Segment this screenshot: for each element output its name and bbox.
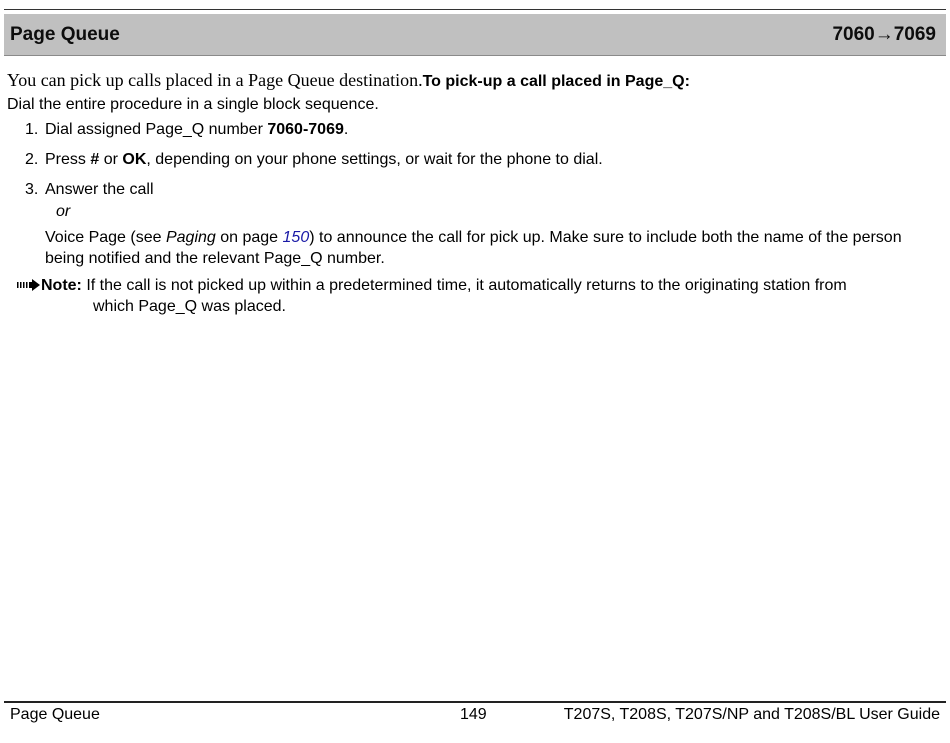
procedure-heading: To pick-up a call placed in Page_Q: [422,73,690,90]
step-2 [25,150,937,169]
section-title: Page Queue [10,24,120,45]
note-first-line [17,275,937,296]
voice-text-post: ) to announce the call for pick up. Make sure to include both the name of the person being notified and the relevant Page_Q number. [45,229,902,267]
footer-rule [4,701,946,703]
code-range [832,24,936,46]
guide-title: T207S, T208S, T207S/NP and T208S/BL User Guide [563,706,940,723]
step-text-pre: Press [45,151,91,168]
hash-key: # [90,151,100,168]
page-150-link[interactable]: 150 [282,229,310,246]
step-number: 1. [25,121,39,138]
note-continuation: which Page_Q was placed. [93,298,286,315]
footer-section-name: Page Queue [10,706,100,723]
top-rule [4,9,946,10]
step-number: 2. [25,151,39,168]
range-start: 7060 [832,24,875,45]
paging-reference: Paging [165,229,216,246]
note [17,275,937,317]
voice-text-mid: on page [215,229,283,246]
note-text: If the call is not picked up within a predetermined time, it automatically returns to the originating station from [81,277,847,294]
intro-text: You can pick up calls placed in a Page Queue destination. [7,70,423,90]
range-end: 7069 [893,24,936,45]
ok-key: OK [122,151,147,168]
page-number: 149 [460,706,487,723]
step-text-post: , depending on your phone settings, or wait for the phone to dial. [146,151,603,168]
or-separator: or [56,203,71,220]
procedure-instruction: Dial the entire procedure in a single block sequence. [7,96,379,113]
page-content [7,71,937,317]
note-arrow-icon [17,279,41,291]
step-3 [25,180,937,199]
right-arrow-icon: → [874,24,894,45]
note-label: Note: [41,277,82,294]
voice-text-pre: Voice Page (see [45,229,166,246]
step-text-mid: or [99,151,123,168]
step-punct: . [343,121,349,138]
step-1 [25,120,937,139]
page-q-number: 7060-7069 [267,121,344,138]
voice-page-paragraph [45,227,915,269]
step-text: Answer the call [45,181,154,198]
step-text: Dial assigned Page_Q number [45,121,268,138]
intro-paragraph [7,71,937,91]
step-number: 3. [25,181,39,198]
section-header [4,14,946,56]
